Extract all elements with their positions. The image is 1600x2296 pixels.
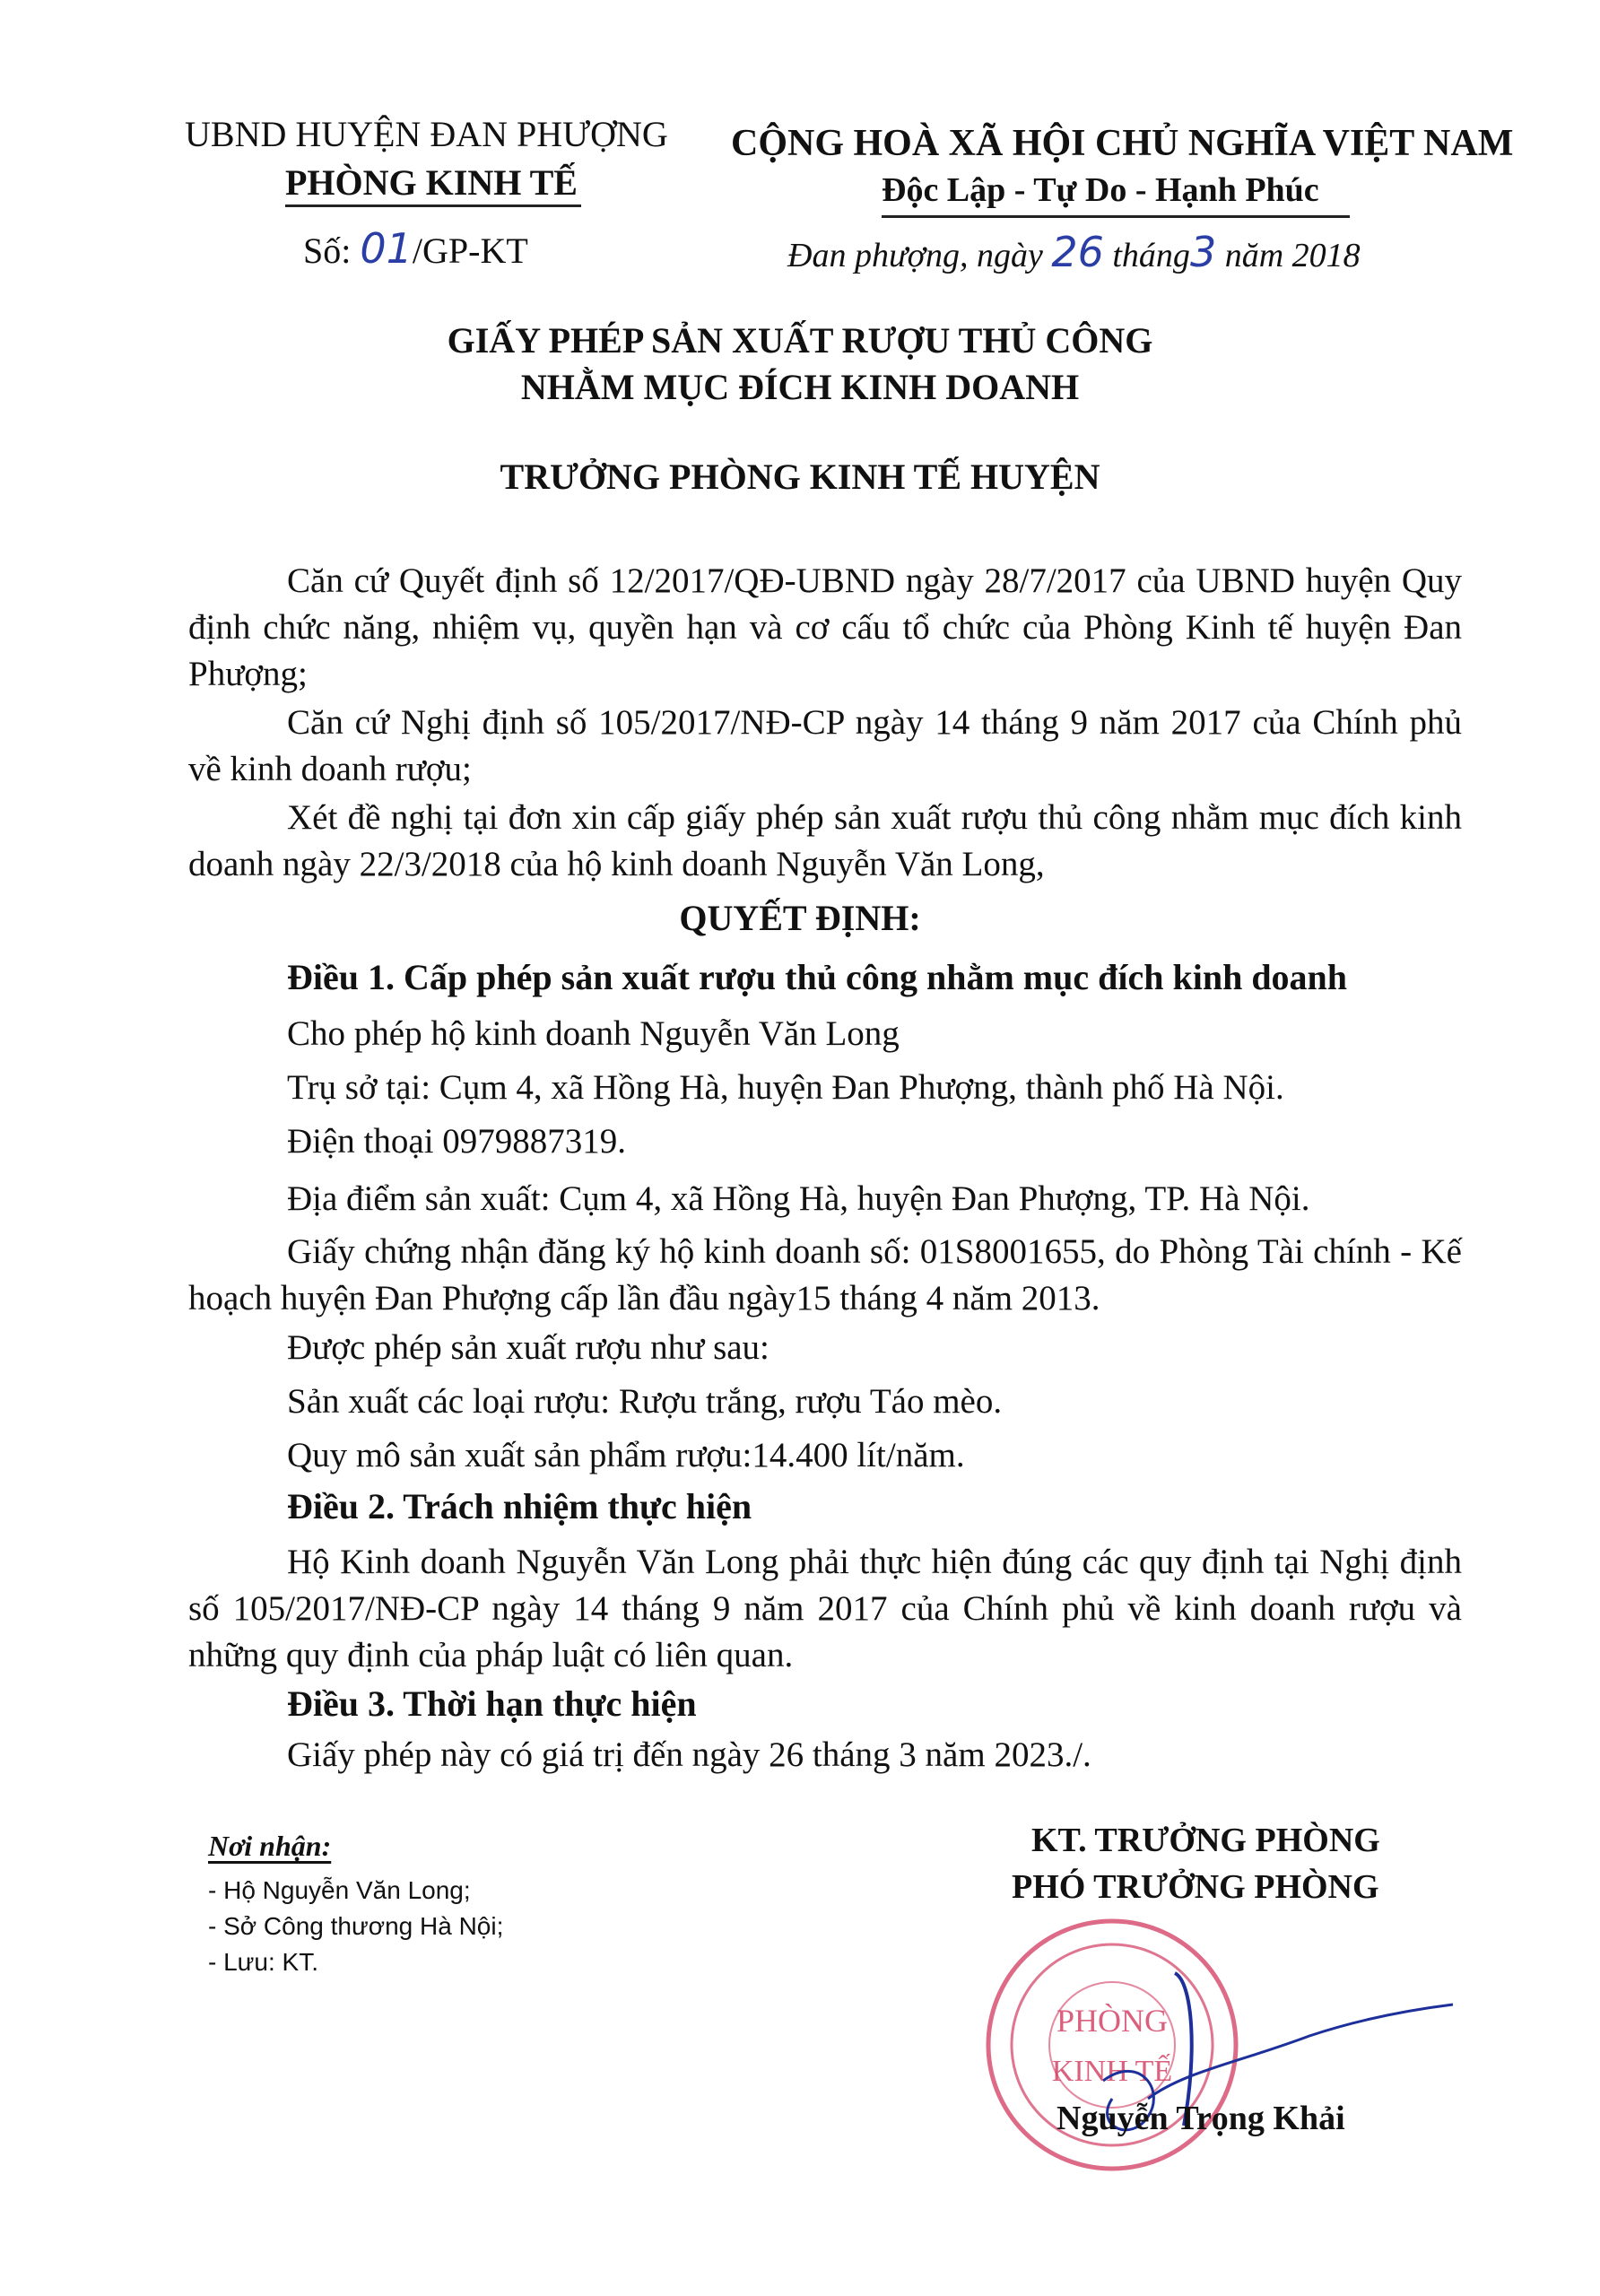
date-place: Đan phượng, ngày [787,237,1043,274]
number-prefix: Số: [303,230,352,271]
stamp-text-1: PHÒNG [1056,2003,1169,2039]
article1-allow: Cho phép hộ kinh doanh Nguyễn Văn Long [287,1014,900,1053]
document-title-line2: NHẰM MỤC ĐÍCH KINH DOANH [520,367,1080,407]
basis-paragraph-2: Căn cứ Nghị định số 105/2017/NĐ-CP ngày 14 tháng 9 năm 2017 của Chính phủ về kinh doanh rượu; [188,703,1462,788]
date-month-label: tháng [1112,237,1190,274]
date-month-handwritten: 3 [1189,228,1217,276]
decision-heading: QUYẾT ĐỊNH: [679,898,921,938]
issuing-authority: TRƯỞNG PHÒNG KINH TẾ HUYỆN [500,457,1100,497]
article1-certificate: Giấy chứng nhận đăng ký hộ kinh doanh số: 01S8001655, do Phòng Tài chính - Kế hoạch huyện Đan Phượng cấp lần đầu ngày15 tháng 4 năm 2013. [188,1232,1462,1318]
agency-line2: PHÒNG KINH TẾ [285,162,578,203]
recipient-item: - Sở Công thương Hà Nội; [208,1912,504,1940]
nation-title: CỘNG HOÀ XÃ HỘI CHỦ NGHĨA VIỆT NAM [731,123,1514,164]
recipient-item: - Hộ Nguyễn Văn Long; [208,1876,471,1904]
basis-paragraph-1: Căn cứ Quyết định số 12/2017/QĐ-UBND ngày 28/7/2017 của UBND huyện Quy định chức năng, nhiệm vụ, quyền hạn và cơ cấu tổ chức của Phòng Kinh tế huyện Đan Phượng; [188,561,1462,693]
stamp-text-2: KINH TẾ [1051,2055,1173,2088]
number-handwritten: 01 [360,224,413,273]
article3-title: Điều 3. Thời hạn thực hiện [287,1683,697,1724]
article1-scale: Quy mô sản xuất sản phẩm rượu:14.400 lít/năm. [287,1436,965,1474]
document-title-line1: GIẤY PHÉP SẢN XUẤT RƯỢU THỦ CÔNG [447,320,1153,361]
article2-title: Điều 2. Trách nhiệm thực hiện [287,1486,752,1526]
recipient-item: - Lưu: KT. [208,1948,319,1976]
date-year: năm 2018 [1224,237,1361,274]
article3-body: Giấy phép này có giá trị đến ngày 26 tháng 3 năm 2023./. [287,1735,1091,1774]
agency-line1: UBND HUYỆN ĐAN PHƯỢNG [185,114,668,154]
article2-body: Hộ Kinh doanh Nguyễn Văn Long phải thực hiện đúng các quy định tại Nghị định số 105/2017/NĐ-CP ngày 14 tháng 9 năm 2017 của Chính phủ về kinh doanh rượu và những quy định của pháp luật có liên quan. [188,1543,1462,1674]
date-day-handwritten: 26 [1051,228,1104,276]
article1-location: Địa điểm sản xuất: Cụm 4, xã Hồng Hà, huyện Đan Phượng, TP. Hà Nội. [287,1179,1310,1218]
article1-title: Điều 1. Cấp phép sản xuất rượu thủ công nhằm mục đích kinh doanh [287,957,1348,997]
signature-line1: KT. TRƯỞNG PHÒNG [1031,1822,1380,1859]
number-suffix: /GP-KT [412,230,528,271]
signature-line2: PHÓ TRƯỞNG PHÒNG [1012,1868,1379,1906]
article1-products: Sản xuất các loại rượu: Rượu trắng, rượu Táo mèo. [287,1382,1003,1421]
issue-date [787,228,1361,276]
motto-underline [882,215,1350,218]
agency-underline [285,204,581,207]
article1-address: Trụ sở tại: Cụm 4, xã Hồng Hà, huyện Đan Phượng, thành phố Hà Nội. [287,1068,1284,1107]
article1-phone: Điện thoại 0979887319. [287,1122,627,1161]
article1-permitted: Được phép sản xuất rượu như sau: [287,1328,770,1367]
recipients-label: Nơi nhận: [208,1830,332,1862]
signer-name: Nguyễn Trọng Khải [1057,2100,1345,2137]
national-motto: Độc Lập - Tự Do - Hạnh Phúc [882,171,1319,209]
basis-paragraph-3: Xét đề nghị tại đơn xin cấp giấy phép sản xuất rượu thủ công nhằm mục đích kinh doanh ngày 22/3/2018 của hộ kinh doanh Nguyễn Văn Long, [188,798,1462,883]
document-number [303,224,528,273]
